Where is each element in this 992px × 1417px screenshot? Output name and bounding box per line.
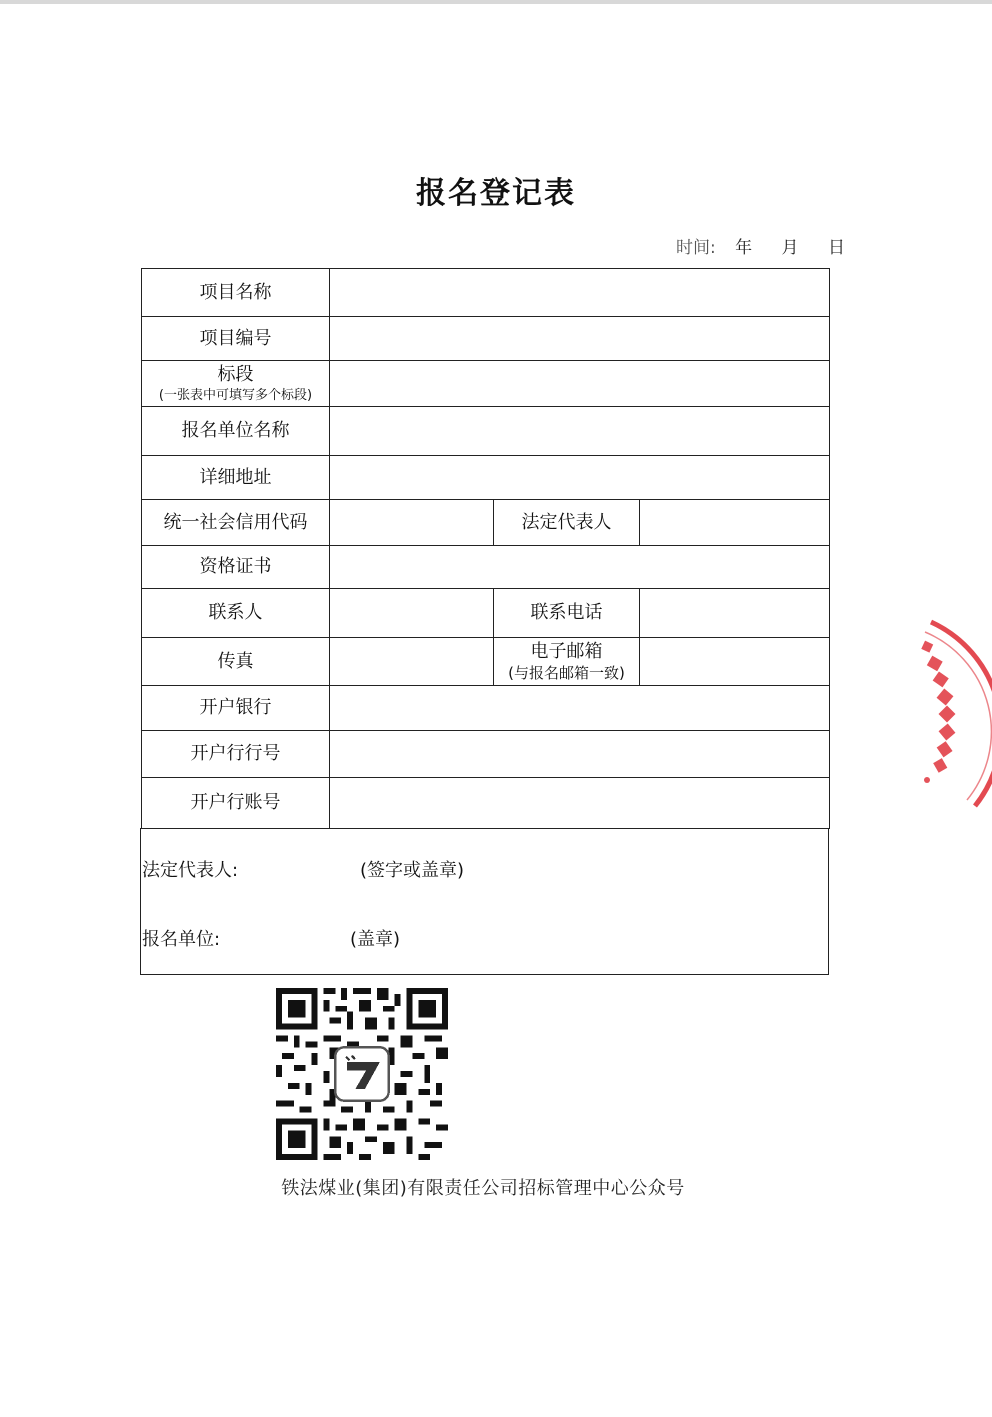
account-field[interactable] (329, 777, 830, 829)
email-label: 电子邮箱 (与报名邮箱一致) (508, 640, 625, 683)
scan-edge (0, 0, 992, 4)
qr-caption: 铁法煤业(集团)有限责任公司招标管理中心公众号 (281, 1178, 685, 1199)
credit-code-label: 统一社会信用代码 (163, 511, 308, 533)
email-note: (与报名邮箱一致) (508, 664, 625, 683)
certificate-label: 资格证书 (199, 556, 272, 578)
section-field[interactable] (329, 360, 830, 407)
company-name-field[interactable] (329, 406, 830, 456)
date-month: 月 (781, 238, 799, 258)
bank-field[interactable] (329, 685, 830, 731)
account-label: 开户行账号 (190, 792, 281, 814)
signature-block (140, 828, 829, 975)
date-day: 日 (827, 238, 845, 258)
fax-field[interactable] (329, 637, 494, 686)
section-note: (一张表中可填写多个标段) (158, 387, 313, 403)
project-name-label: 项目名称 (199, 281, 272, 303)
address-label: 详细地址 (199, 466, 272, 488)
project-name-field[interactable] (329, 268, 830, 317)
company-sign-label: 报名单位: (142, 929, 221, 950)
company-sign-note: (盖章) (350, 929, 401, 950)
date-line (676, 233, 845, 258)
phone-label: 联系电话 (530, 602, 603, 624)
fax-label: 传真 (217, 650, 254, 672)
legal-rep-sign-label: 法定代表人: (142, 860, 239, 881)
company-name-label: 报名单位名称 (181, 420, 290, 442)
date-label: 时间: (676, 238, 716, 258)
project-number-label: 项目编号 (199, 327, 272, 349)
page-title: 报名登记表 (416, 176, 576, 211)
bank-number-label: 开户行行号 (190, 743, 281, 765)
address-field[interactable] (329, 455, 830, 500)
date-year: 年 (735, 238, 753, 258)
qr-code-image (276, 988, 448, 1160)
contact-field[interactable] (329, 588, 494, 638)
legal-rep-label: 法定代表人 (521, 511, 612, 533)
legal-rep-sign-note: (签字或盖章) (360, 860, 465, 881)
legal-rep-field[interactable] (639, 499, 830, 546)
project-number-field[interactable] (329, 316, 830, 361)
certificate-field[interactable] (329, 545, 830, 589)
bank-number-field[interactable] (329, 730, 830, 778)
contact-label: 联系人 (208, 602, 263, 624)
phone-field[interactable] (639, 588, 830, 638)
section-label: 标段 (一张表中可填写多个标段) (158, 363, 313, 403)
credit-code-field[interactable] (329, 499, 494, 546)
red-seal-stamp (915, 608, 992, 808)
bank-label: 开户银行 (199, 697, 272, 719)
email-field[interactable] (639, 637, 830, 686)
